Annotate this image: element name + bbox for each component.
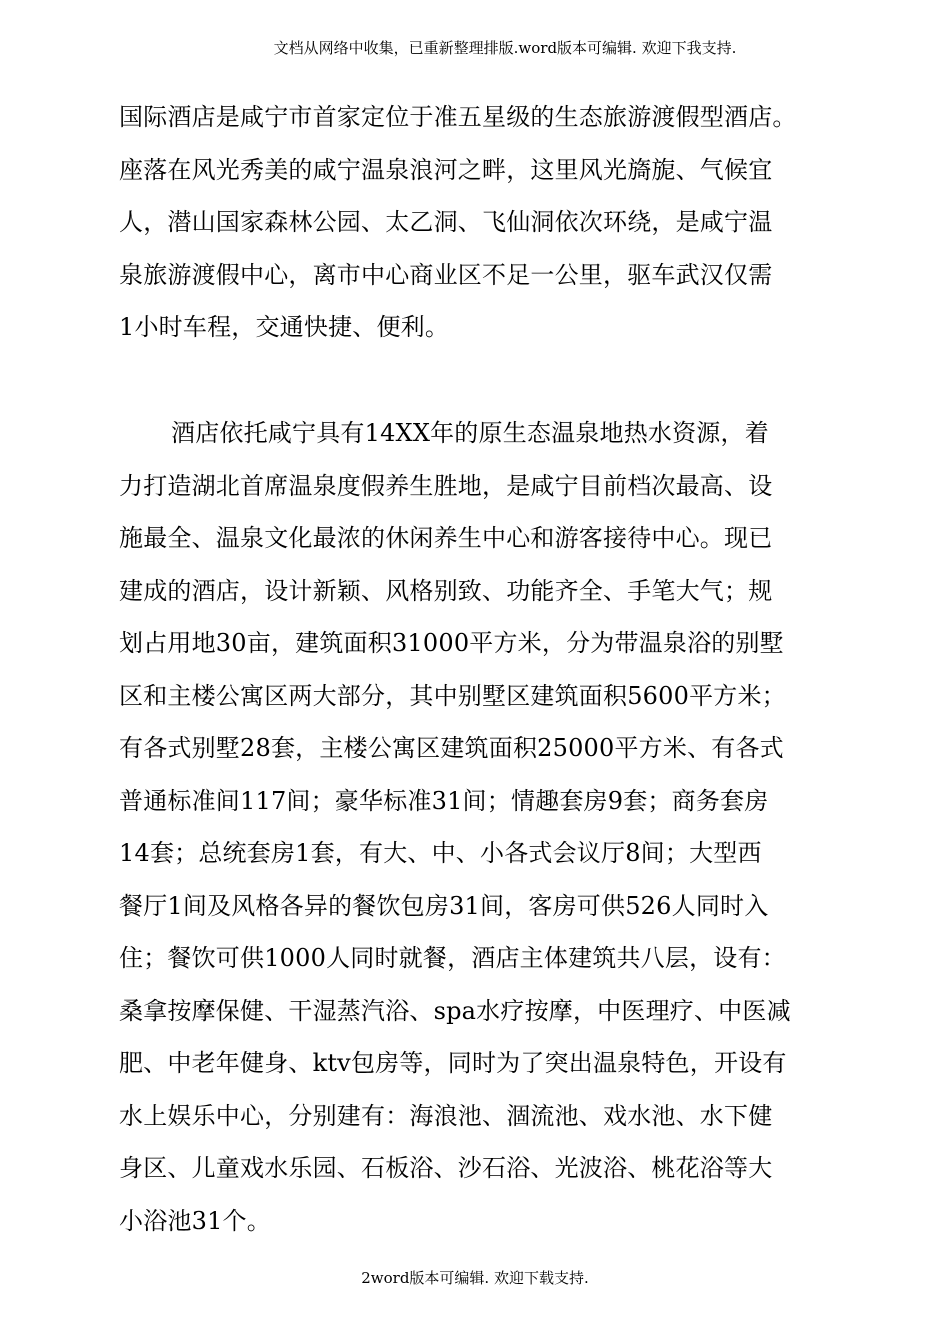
paragraph-line: 力打造湖北首席温泉度假养生胜地，是咸宁目前档次最高、设 <box>119 471 773 500</box>
paragraph-line: 泉旅游渡假中心，离市中心商业区不足一公里，驱车武汉仅需 <box>119 260 773 289</box>
page-footer-note: 2word版本可编辑. 欢迎下载支持. <box>361 1269 589 1287</box>
paragraph-line: 普通标准间117间；豪华标准31间；情趣套房9套；商务套房 <box>119 786 769 815</box>
paragraph-line: 1小时车程，交通快捷、便利。 <box>119 313 450 341</box>
page-header-note: 文档从网络中收集，已重新整理排版.word版本可编辑. 欢迎下我支持. <box>273 39 737 57</box>
paragraph-line: 14套；总统套房1套，有大、中、小各式会议厅8间；大型西 <box>119 839 762 867</box>
paragraph-line: 住；餐饮可供1000人同时就餐，酒店主体建筑共八层，设有： <box>119 944 786 972</box>
paragraph-hotel-location <box>119 91 844 354</box>
paragraph-line: 有各式别墅28套，主楼公寓区建筑面积25000平方米、有各式 <box>119 734 784 762</box>
paragraph-line: 水上娱乐中心，分别建有：海浪池、涸流池、戏水池、水下健 <box>119 1101 773 1130</box>
paragraph-line: 座落在风光秀美的咸宁温泉浪河之畔，这里风光旖旎、气候宜 <box>119 155 773 184</box>
paragraph-line: 施最全、温泉文化最浓的休闲养生中心和游客接待中心。现已 <box>119 524 773 552</box>
paragraph-line: 区和主楼公寓区两大部分，其中别墅区建筑面积5600平方米； <box>119 681 786 710</box>
paragraph-line: 建成的酒店，设计新颖、风格别致、功能齐全、手笔大气；规 <box>119 576 773 605</box>
paragraph-line: 划占用地30亩，建筑面积31000平方米，分为带温泉浴的别墅 <box>119 629 784 657</box>
paragraph-line: 国际酒店是咸宁市首家定位于准五星级的生态旅游渡假型酒店。 <box>119 103 797 131</box>
paragraph-hotel-facilities <box>119 407 844 1247</box>
paragraph-line: 餐厅1间及风格各异的餐饮包房31间，客房可供526人同时入 <box>119 891 769 920</box>
paragraph-line: 小浴池31个。 <box>119 1206 271 1235</box>
paragraph-line: 肥、中老年健身、ktv包房等，同时为了突出温泉特色，开设有 <box>119 1049 787 1077</box>
paragraph-line: 桑拿按摩保健、干湿蒸汽浴、spa水疗按摩，中医理疗、中医减 <box>119 996 791 1025</box>
paragraph-line: 酒店依托咸宁具有14XX年的原生态温泉地热水资源，着 <box>171 419 769 447</box>
paragraph-line: 人，潜山国家森林公园、太乙洞、飞仙洞依次环绕，是咸宁温 <box>119 208 773 236</box>
paragraph-line: 身区、儿童戏水乐园、石板浴、沙石浴、光波浴、桃花浴等大 <box>119 1154 773 1182</box>
